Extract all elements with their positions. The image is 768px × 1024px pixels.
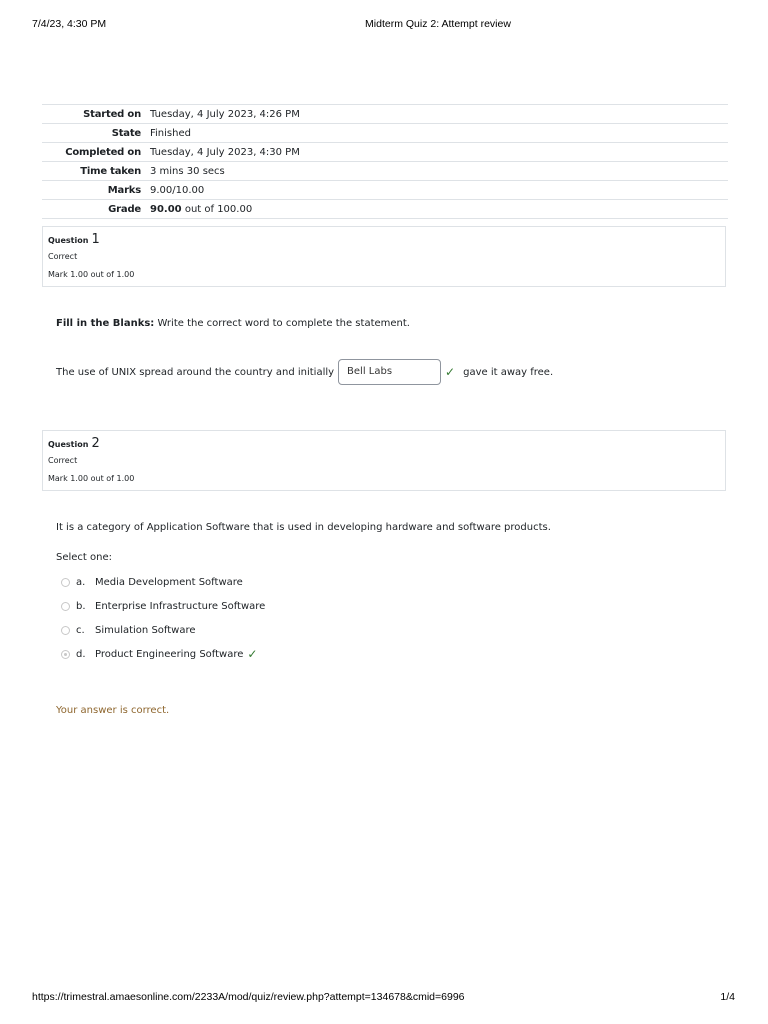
option-a[interactable] — [61, 575, 243, 589]
option-label: Enterprise Infrastructure Software — [95, 600, 266, 612]
answer-input[interactable]: Bell Labs — [338, 359, 441, 385]
radio-button[interactable] — [61, 626, 70, 635]
summary-row-grade — [42, 200, 728, 219]
print-datetime: 7/4/23, 4:30 PM — [32, 18, 107, 30]
option-d[interactable] — [61, 647, 257, 661]
question-1-instruction — [56, 318, 410, 329]
grade-score: 90.00 — [150, 203, 182, 215]
correct-check-icon: ✓ — [445, 365, 456, 379]
sentence-before: The use of UNIX spread around the country and initially — [56, 366, 335, 378]
question-1-sentence — [56, 358, 553, 386]
summary-label: Grade — [108, 203, 141, 215]
summary-row-marks — [42, 181, 728, 200]
question-state: Correct — [48, 252, 78, 261]
question-prefix: Question — [48, 236, 89, 245]
question-number-value: 1 — [91, 232, 100, 247]
question-state: Correct — [48, 456, 78, 465]
summary-label: State — [111, 127, 141, 139]
question-grade: Mark 1.00 out of 1.00 — [48, 474, 135, 483]
summary-row-state — [42, 124, 728, 143]
option-b[interactable] — [61, 599, 265, 613]
question-number — [48, 436, 100, 451]
summary-label: Started on — [83, 108, 141, 120]
summary-value: Tuesday, 4 July 2023, 4:30 PM — [150, 146, 300, 158]
print-url: https://trimestral.amaesonline.com/2233A/mod/quiz/review.php?attempt=134678&cmid=6996 — [32, 991, 465, 1003]
summary-label: Completed on — [65, 146, 141, 158]
summary-row-time-taken — [42, 162, 728, 181]
option-letter: d. — [76, 648, 86, 660]
question-2-text: It is a category of Application Software that is used in developing hardware and software products. — [56, 522, 551, 533]
question-grade: Mark 1.00 out of 1.00 — [48, 270, 135, 279]
option-label: Simulation Software — [95, 624, 196, 636]
question-number-value: 2 — [91, 436, 100, 451]
radio-button[interactable] — [61, 602, 70, 611]
print-page-title: Midterm Quiz 2: Attempt review — [365, 18, 511, 30]
select-one-label: Select one: — [56, 552, 113, 563]
question-number — [48, 232, 100, 247]
summary-value: 9.00/10.00 — [150, 184, 205, 196]
summary-row-completed — [42, 143, 728, 162]
option-letter: b. — [76, 600, 86, 612]
summary-value: Tuesday, 4 July 2023, 4:26 PM — [150, 108, 300, 120]
correct-check-icon: ✓ — [247, 647, 258, 661]
option-letter: a. — [76, 576, 86, 588]
question-1-info — [42, 226, 726, 287]
summary-row-started — [42, 105, 728, 124]
summary-value: Finished — [150, 127, 191, 139]
grade-total: out of 100.00 — [181, 203, 253, 215]
option-letter: c. — [76, 624, 85, 636]
summary-label: Marks — [107, 184, 141, 196]
question-2-info — [42, 430, 726, 491]
summary-value: 3 mins 30 secs — [150, 165, 225, 177]
instruction-heading: Fill in the Blanks: — [56, 318, 155, 329]
option-c[interactable] — [61, 623, 196, 637]
option-label: Product Engineering Software — [95, 648, 244, 660]
sentence-after: gave it away free. — [463, 366, 554, 378]
attempt-summary-table — [42, 104, 728, 219]
summary-value — [150, 200, 728, 219]
radio-button-selected[interactable] — [61, 650, 70, 659]
summary-label: Time taken — [80, 165, 141, 177]
print-page-number: 1/4 — [720, 991, 735, 1003]
answer-feedback: Your answer is correct. — [56, 705, 170, 716]
radio-button[interactable] — [61, 578, 70, 587]
question-prefix: Question — [48, 440, 89, 449]
instruction-text: Write the correct word to complete the statement. — [154, 318, 410, 329]
option-label: Media Development Software — [95, 576, 243, 588]
